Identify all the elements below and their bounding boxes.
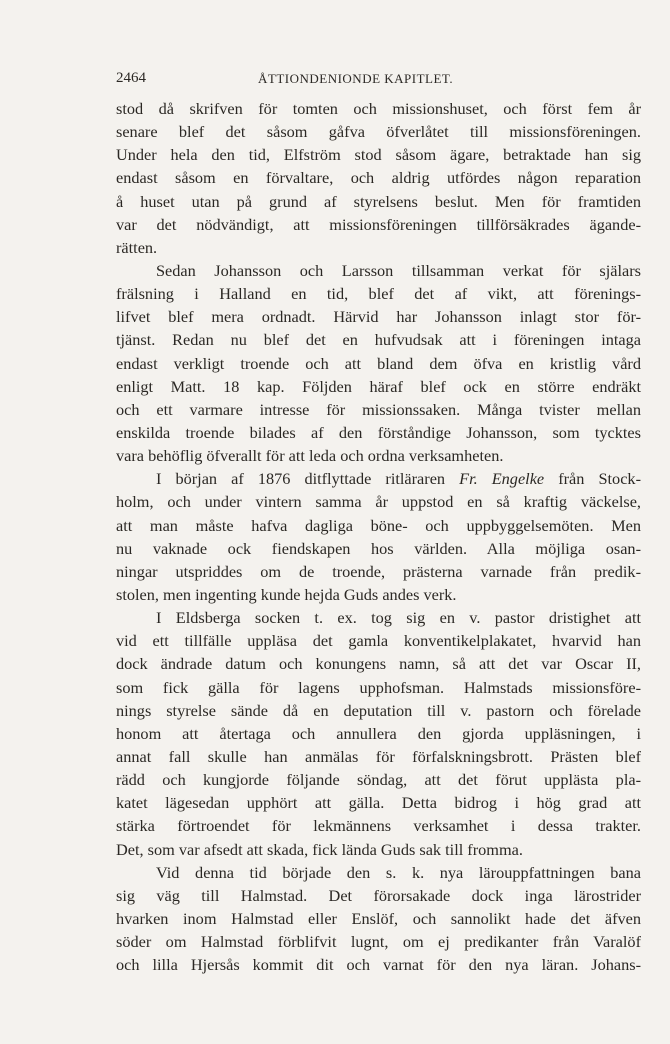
text-line: som fick gälla för lagens upphofsman. Halmstads missionsföre- [116, 677, 641, 697]
text-line: I Eldsberga socken t. ex. tog sig en v. pastor dristighet att [156, 608, 641, 628]
text-line: honom att återtaga och annullera den gjorda uppläsningen, i [116, 723, 641, 743]
text-line: stolen, men ingenting kunde hejda Guds andes verk. [116, 584, 457, 604]
text-line: rätten. [116, 237, 158, 257]
italic-name: Fr. Engelke [459, 469, 545, 489]
body-text [116, 97, 641, 976]
text-line: sig väg till Halmstad. Det förorsakade dock inga lärostrider [116, 885, 641, 905]
text-line: endast verkligt troende och att bland dem öfva en kristlig vård [116, 353, 641, 373]
text-line: dock ändrade datum och konungens namn, så att det var Oscar II, [116, 654, 641, 674]
text-line: å huset utan på grund af styrelsens beslut. Men för framtiden [116, 191, 641, 211]
page-number: 2464 [116, 70, 146, 86]
page-header [116, 70, 640, 92]
text-line: holm, och under vintern samma år uppstod en så kraftig väckelse, [116, 492, 641, 512]
text-line: söder om Halmstad förblifvit lugnt, om ej predikanter från Varalöf [116, 932, 641, 952]
text-line: katet lägesedan upphört att gälla. Detta bidrog i hög grad att [116, 793, 641, 813]
text-line: att man måste hafva dagliga böne- och uppbyggelsemöten. Men [116, 515, 641, 535]
text-line: hvarken inom Halmstad eller Enslöf, och sannolikt hade det äfven [116, 908, 641, 928]
text-line: var det nödvändigt, att missionsföreningen tillförsäkrades ägande- [116, 214, 641, 234]
text-line: ningar utspriddes om de troende, prästerna varnade från predik- [116, 561, 641, 581]
text-line: Vid denna tid började den s. k. nya lärouppfattningen bana [156, 862, 641, 882]
text-line-part: I början af 1876 ditflyttade ritläraren [156, 469, 446, 489]
text-line: enskilda troende bilades af den förståndige Johansson, som tycktes [116, 422, 641, 442]
text-line: Sedan Johansson och Larsson tillsamman verkat för själars [156, 260, 641, 280]
text-line: rädd och kungjorde följande söndag, att det förut upplästa pla- [116, 770, 641, 790]
text-line-part: från Stock- [558, 469, 641, 489]
text-line: nu vaknade ock fiendskapen hos världen. Alla möjliga osan- [116, 538, 641, 558]
text-line: endast såsom en förvaltare, och aldrig utfördes någon reparation [116, 168, 641, 188]
text-line: frälsning i Halland en tid, blef det af vikt, att förenings- [116, 284, 641, 304]
text-line: tjänst. Redan nu blef det en hufvudsak att i föreningen intaga [116, 330, 641, 350]
text-line: stärka förtroendet för lekmännens verksamhet i dessa trakter. [116, 816, 641, 836]
text-line: och ett varmare intresse för missionssaken. Många tvister mellan [116, 399, 641, 419]
text-line: stod då skrifven för tomten och missionshuset, och först fem år [116, 99, 641, 118]
text-line: vid ett tillfälle uppläsa det gamla konventikelplakatet, hvarvid han [116, 631, 641, 651]
text-line: vara behöflig öfverallt för att leda och ordna verksamheten. [116, 446, 504, 466]
running-head: ÅTTIONDENIONDE KAPITLET. [258, 71, 454, 86]
text-line: nings styrelse sände då en deputation till v. pastorn och förelade [116, 700, 641, 720]
text-line: och lilla Hjersås kommit dit och varnat för den nya läran. Johans- [116, 955, 641, 975]
text-line: Under hela den tid, Elfström stod såsom ägare, betraktade han sig [116, 145, 641, 165]
text-line: annat fall skulle han anmälas för förfalskningsbrott. Prästen blef [116, 746, 641, 766]
text-line: lifvet blef mera ordnadt. Härvid har Johansson inlagt stor för- [116, 307, 641, 327]
text-line: Det, som var afsedt att skada, fick lända Guds sak till fromma. [116, 839, 523, 859]
text-line: enligt Matt. 18 kap. Följden häraf blef ock en större endräkt [116, 376, 641, 396]
text-line [116, 467, 641, 490]
text-line: senare blef det såsom gåfva öfverlåtet till missionsföreningen. [116, 122, 641, 142]
